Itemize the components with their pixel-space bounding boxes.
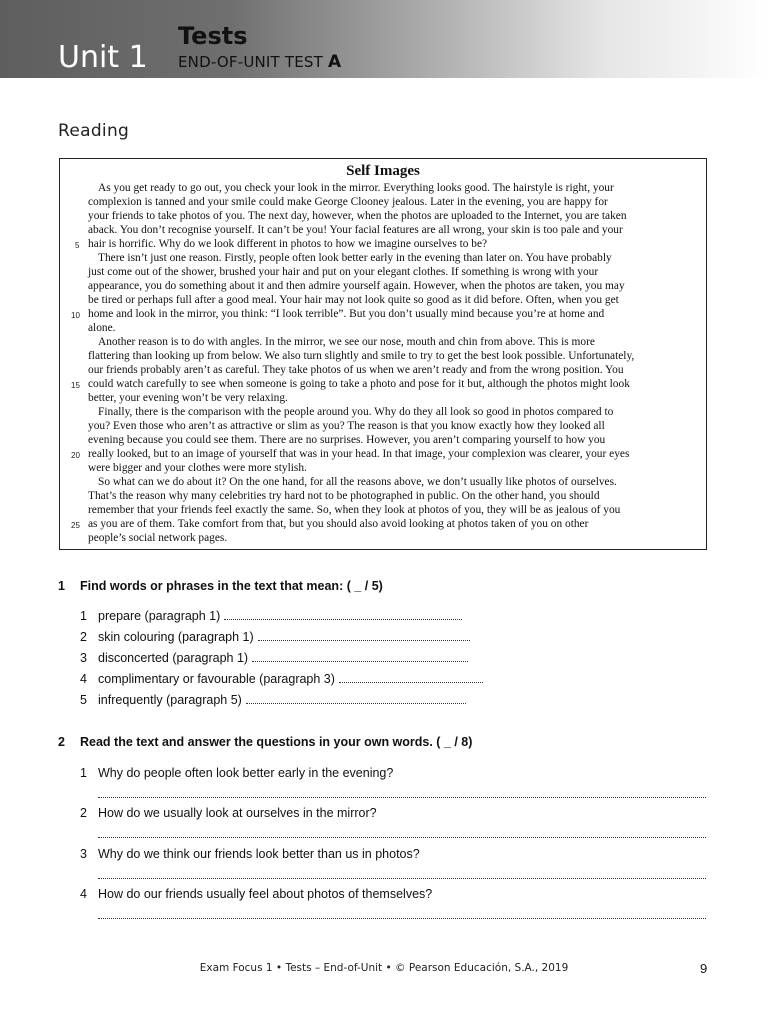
passage-line: be tired or perhaps full after a good meal. Your hair may not look quite so good as it did before. Often, when you get: [88, 294, 619, 306]
line-number: 25: [71, 521, 80, 530]
tests-title: Tests: [178, 22, 248, 50]
reading-passage-box: [59, 158, 707, 550]
question-text: Read the text and answer the questions in your own words. ( _ / 8): [80, 735, 473, 749]
q2-item: [80, 806, 377, 820]
item-number: 5: [80, 693, 87, 707]
question-2: [58, 735, 472, 749]
q2-item: [80, 766, 393, 780]
item-number: 1: [80, 766, 87, 780]
item-number: 4: [80, 887, 87, 901]
answer-line[interactable]: [98, 878, 706, 879]
passage-line: better, your evening won’t be very relaxing.: [88, 392, 288, 404]
passage-line: really looked, but to an image of yourself that was in your head. In that image, your complexion was clearer, your eyes: [88, 448, 630, 460]
answer-field[interactable]: [339, 672, 483, 683]
item-text: skin colouring (paragraph 1): [98, 630, 254, 644]
answer-field[interactable]: [224, 609, 462, 620]
q2-item: [80, 847, 420, 861]
item-text: How do we usually look at ourselves in the mirror?: [98, 806, 377, 820]
item-number: 2: [80, 806, 87, 820]
line-number: 20: [71, 451, 80, 460]
item-text: complimentary or favourable (paragraph 3): [98, 672, 335, 686]
passage-line: hair is horrific. Why do we look different in photos to how we imagine ourselves to be?: [88, 238, 488, 250]
passage-line: you? Even those who aren’t as attractive or slim as you? The reason is that you know exactly how they looked all: [88, 420, 605, 432]
passage-line: as you are of them. Take comfort from that, but you should also avoid looking at photos taken of you on other: [88, 518, 589, 530]
test-variant: A: [327, 52, 342, 72]
answer-field[interactable]: [246, 693, 466, 704]
page-footer: Exam Focus 1 • Tests – End-of-Unit • © Pearson Educación, S.A., 2019: [199, 962, 569, 974]
passage-line: evening because you could see them. There are no surprises. However, you aren’t comparing yourself to how you: [88, 434, 606, 446]
passage-title: Self Images: [346, 163, 420, 179]
passage-line: just come out of the shower, brushed your hair and put on your elegant clothes. If something is wrong with your: [88, 266, 599, 278]
passage-line: alone.: [88, 322, 116, 334]
line-number: 10: [71, 311, 80, 320]
passage-line: our friends probably aren’t as careful. They take photos of us when we aren’t ready and from the wrong position. You: [88, 364, 624, 376]
item-number: 2: [80, 630, 87, 644]
item-text: Why do we think our friends look better than us in photos?: [98, 847, 420, 861]
q2-item: [80, 887, 432, 901]
question-text: Find words or phrases in the text that mean: ( _ / 5): [80, 579, 383, 593]
passage-line: Another reason is to do with angles. In the mirror, we see our nose, mouth and chin from above. This is more: [98, 336, 595, 348]
q1-item: [80, 630, 470, 644]
q1-item: [80, 693, 466, 707]
passage-line: Finally, there is the comparison with the people around you. Why do they all look so good in photos compared to: [98, 406, 614, 418]
test-subtitle: [178, 52, 341, 72]
passage-line: As you get ready to go out, you check your look in the mirror. Everything looks good. The hairstyle is right, your: [98, 182, 614, 194]
passage-line: So what can we do about it? On the one hand, for all the reasons above, we don’t usually like photos of ourselves.: [98, 476, 617, 488]
passage-line: aback. You don’t recognise yourself. It can’t be you! Your facial features are all wrong, your skin is too pale and your: [88, 224, 623, 236]
item-number: 4: [80, 672, 87, 686]
passage-line: appearance, you do something about it and then admire yourself again. However, when the photos are taken, you may: [88, 280, 625, 292]
line-number: 15: [71, 381, 80, 390]
passage-line: could watch carefully to see when someone is going to take a photo and pose for it but, although the photos might look: [88, 378, 630, 390]
q1-item: [80, 672, 483, 686]
test-subtitle-text: END-OF-UNIT TEST: [178, 53, 324, 71]
passage-line: There isn’t just one reason. Firstly, people often look better early in the evening than later on. You have probably: [98, 252, 612, 264]
item-text: Why do people often look better early in the evening?: [98, 766, 394, 780]
unit-label: Unit 1: [58, 40, 148, 75]
q1-item: [80, 609, 462, 623]
item-text: prepare (paragraph 1): [98, 609, 221, 623]
item-text: infrequently (paragraph 5): [98, 693, 242, 707]
section-heading: Reading: [58, 121, 130, 141]
answer-line[interactable]: [98, 837, 706, 838]
item-number: 3: [80, 651, 87, 665]
item-number: 3: [80, 847, 87, 861]
unit-header-banner: [0, 0, 768, 78]
answer-line[interactable]: [98, 918, 706, 919]
passage-line: home and look in the mirror, you think: “I look terrible”. But you don’t usually mind because you’re at home and: [88, 308, 605, 320]
question-number: 1: [58, 579, 65, 593]
question-number: 2: [58, 735, 65, 749]
passage-line: That’s the reason why many celebrities try hard not to be photographed in public. On the other hand, you should: [88, 490, 600, 502]
passage-line: were bigger and your clothes were more stylish.: [88, 462, 307, 474]
line-number: 5: [75, 241, 80, 250]
item-number: 1: [80, 609, 87, 623]
question-1: [58, 579, 383, 593]
item-text: How do our friends usually feel about photos of themselves?: [98, 887, 433, 901]
passage-line: remember that your friends feel exactly the same. So, when they look at photos of you, they will be as jealous of you: [88, 504, 621, 516]
passage-line: complexion is tanned and your smile could make George Clooney jealous. Later in the evening, you are happy for: [88, 196, 608, 208]
passage-line: people’s social network pages.: [88, 532, 228, 544]
passage-line: your friends to take photos of you. The next day, however, when the photos are uploaded to the Internet, you are taken: [88, 210, 627, 222]
answer-line[interactable]: [98, 797, 706, 798]
answer-field[interactable]: [252, 651, 468, 662]
answer-field[interactable]: [258, 630, 470, 641]
passage-line: flattering than looking up from below. We also turn slightly and smile to try to get the best look possible. Unfortunately,: [88, 350, 635, 362]
item-text: disconcerted (paragraph 1): [98, 651, 249, 665]
page-number: 9: [700, 961, 708, 976]
q1-item: [80, 651, 468, 665]
